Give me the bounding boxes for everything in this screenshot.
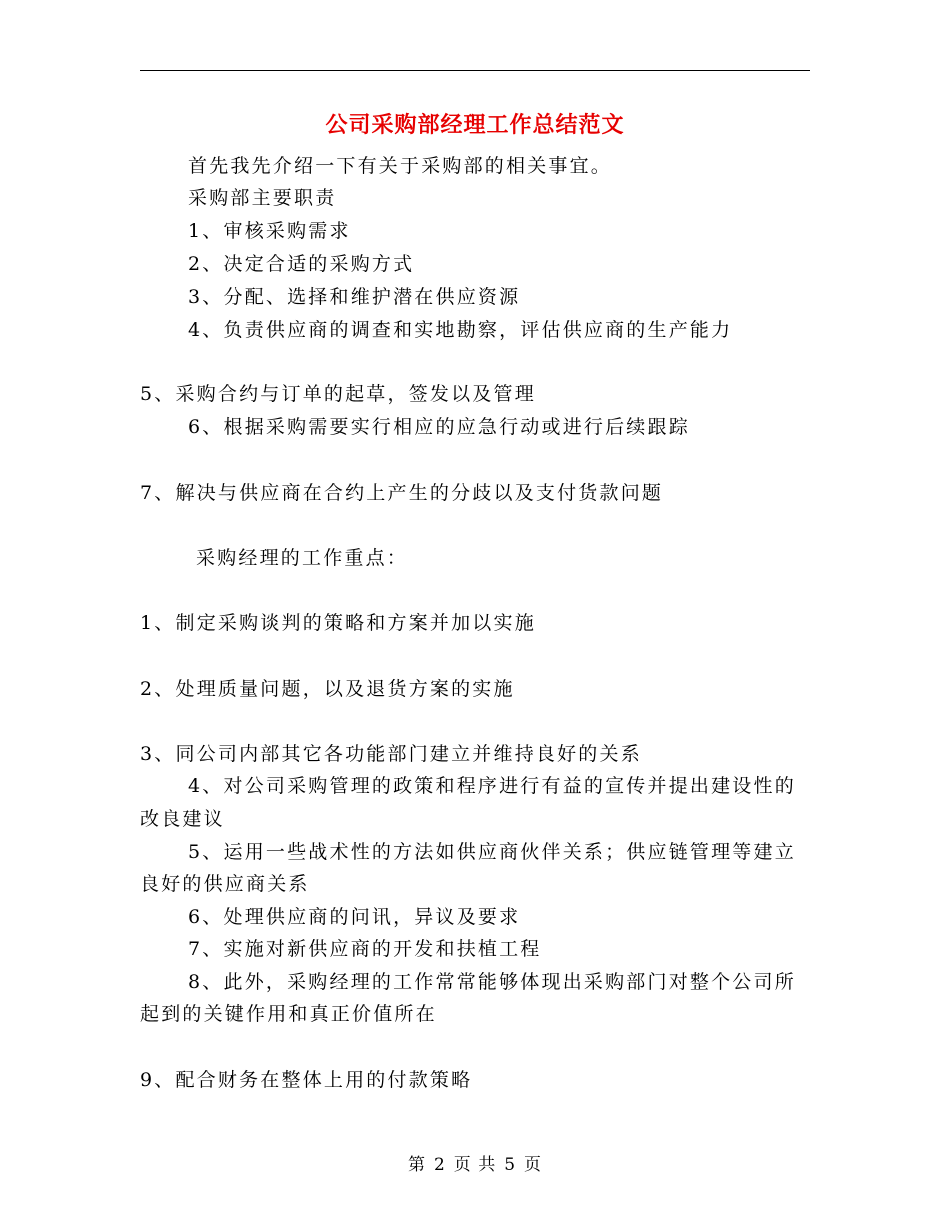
focus-item-8-continued: 起到的关键作用和真正价值所在 (140, 1003, 437, 1025)
focus-item-4-continued: 改良建议 (140, 808, 225, 830)
footer-middle: 页 共 (453, 1155, 497, 1175)
focus-item-5-continued: 良好的供应商关系 (140, 873, 310, 895)
footer-suffix: 页 (524, 1155, 543, 1175)
duty-item-7: 7、解决与供应商在合约上产生的分歧以及支付货款问题 (140, 482, 664, 504)
focus-item-6: 6、处理供应商的问讯，异议及要求 (188, 906, 521, 928)
focus-item-3: 3、同公司内部其它各功能部门建立并维持良好的关系 (140, 743, 642, 765)
header-rule (140, 70, 810, 71)
duty-item-4: 4、负责供应商的调查和实地勘察，评估供应商的生产能力 (188, 319, 733, 341)
total-page-count: 5 (504, 1155, 517, 1175)
focus-item-8: 8、此外，采购经理的工作常常能够体现出采购部门对整个公司所 (188, 971, 796, 993)
focus-item-1: 1、制定采购谈判的策略和方案并加以实施 (140, 612, 536, 634)
document-title: 公司采购部经理工作总结范文 (325, 112, 625, 138)
footer-prefix: 第 (407, 1155, 426, 1175)
duties-heading: 采购部主要职责 (188, 187, 337, 209)
duty-item-5: 5、采购合约与订单的起草，签发以及管理 (140, 383, 536, 405)
duty-item-3: 3、分配、选择和维护潜在供应资源 (188, 286, 521, 308)
focus-heading: 采购经理的工作重点： (196, 547, 409, 569)
focus-item-2: 2、处理质量问题，以及退货方案的实施 (140, 678, 515, 700)
focus-item-5: 5、运用一些战术性的方法如供应商伙伴关系；供应链管理等建立 (188, 841, 796, 863)
duty-item-1: 1、审核采购需求 (188, 220, 351, 242)
focus-item-7: 7、实施对新供应商的开发和扶植工程 (188, 938, 542, 960)
current-page-number: 2 (433, 1155, 446, 1175)
focus-item-9: 9、配合财务在整体上用的付款策略 (140, 1069, 473, 1091)
duty-item-2: 2、决定合适的采购方式 (188, 253, 415, 275)
intro-paragraph: 首先我先介绍一下有关于采购部的相关事宜。 (188, 155, 613, 177)
page-footer (140, 1153, 810, 1177)
duty-item-6: 6、根据采购需要实行相应的应急行动或进行后续跟踪 (188, 416, 690, 438)
focus-item-4: 4、对公司采购管理的政策和程序进行有益的宣传并提出建设性的 (188, 775, 796, 797)
